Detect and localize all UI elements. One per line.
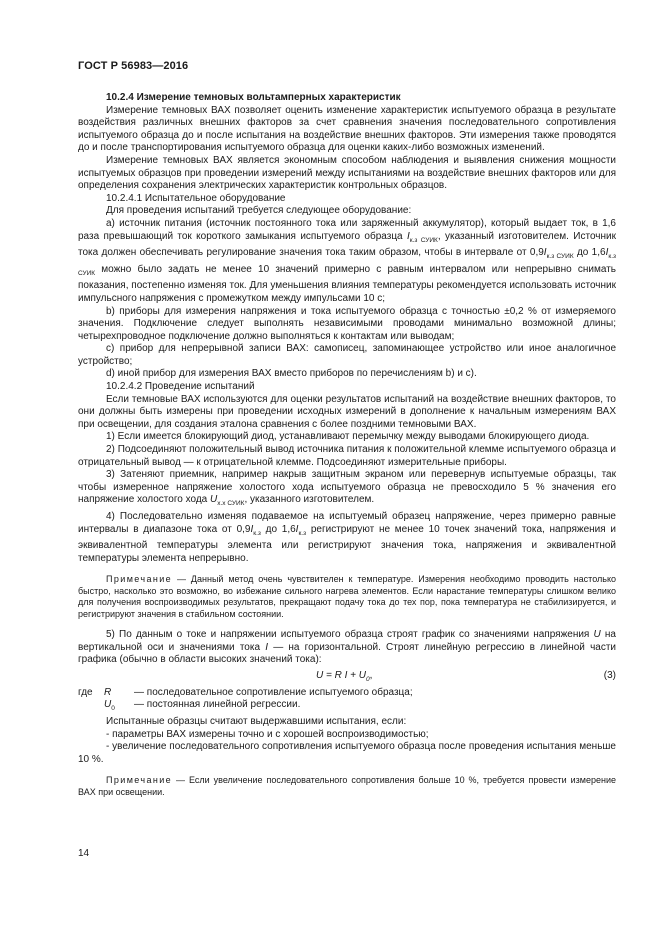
note-resistance: Примечание — Если увеличение последовательного сопротивления больше 10 %, требуется провести измерение ВАХ при освещении. [78, 775, 616, 797]
note-temperature: Примечание — Данный метод очень чувствителен к температуре. Измерения необходимо проводить настолько быстро, насколько это возможно, во избежание сильного нагрева элементов. Если нарастание температуры слишком велико для получения воспроизводимых результатов, прекращают подачу тока до тех пор, пока температура не стабилизируется, и регистрируют значения в стабильном состоянии. [78, 574, 616, 619]
formula-regression [78, 669, 616, 685]
formula-number: (3) [603, 669, 616, 681]
paragraph-intro: Измерение темновых ВАХ позволяет оценить изменение характеристик испытуемого образца в результате воздействия различных внешних факторов за счет сравнения значения последовательного сопротивления испытуемого образца до и после испытания на воздействие внешних факторов. Эти измерения также проводятся до и после транспортирования испытуемого образца для оценки каких-либо возможных изменений. [78, 104, 616, 154]
document-body [78, 92, 616, 798]
passed-criterion-2: - увеличение последовательного сопротивления испытуемого образца после проведения испытания меньше 10 %. [78, 741, 616, 765]
passed-criteria-intro: Испытанные образцы считают выдержавшими испытания, если: [106, 715, 407, 727]
equipment-item-d: d) иной прибор для измерения ВАХ вместо приборов по перечислениям b) и с). [106, 368, 477, 380]
procedure-step-3: 3) Затеняют приемник, например накрыв защитным экраном или перевернув испытуемые образцы, так чтобы измеренное напряжение холостого хода испытуемого образца не превосходило 5 % значения его напряжение холостого хода $U_{х.х СУИК}$, указанного изготовителем. [78, 469, 616, 508]
where-row-r: где R — последовательное сопротивление испытуемого образца; [78, 686, 413, 698]
equipment-item-b: b) приборы для измерения напряжения и тока испытуемого образца с точностью ±0,2 % от измеряемого значения. Подключение следует выполнять независимыми проводами минимально возможной длины; четырехпроводное подключение должно выполняться к контактам или выводам; [78, 305, 616, 342]
page-number: 14 [78, 848, 90, 859]
paragraph-economy: Измерение темновых ВАХ является экономным способом наблюдения и выявления снижения мощности испытуемых образцов при проведении измерений между испытаниями на воздействие внешних факторов или для определения сохранения электрических характеристик контрольных образцов. [78, 154, 616, 192]
where-row-u0: $U_0$ — постоянная линейной регрессии. [104, 699, 301, 713]
procedure-step-4: 4) Последовательно изменяя подаваемое на испытуемый образец напряжение, через примерно равные интервалы в диапазоне тока от $0,9I_{к.з}$ до $1,6I_{к.з}$ регистрируют не менее 10 точек значений тока, напряжения и эквивалентной температуры элемента или регистрируют значения тока, напряжения и эквивалентной температуры элемента непрерывно. [78, 511, 616, 564]
procedure-step-5: 5) По данным о токе и напряжении испытуемого образца строят график со значениями напряжения U на вертикальной оси и значениями тока I — на горизонтальной. Строят линейную регрессию в линейной части графика (обычно в области высоких значений тока): [78, 629, 617, 666]
equipment-item-a: а) источник питания (источник постоянного тока или заряженный аккумулятор), который выдает ток, в 1,6 раза превышающий ток короткого замыкания испытуемого образца $I_{к.з СУИК}$, указанный изготовителем. Источник тока должен обеспечивать регулирование значения тока таким образом, чтобы в интервале от $0,9I_{к.з СУИК}$ до $1,6I_{к.з СУИК}$ можно было задать не менее 10 значений примерно с равным интервалом или непрерывно снимать показания, постепенно изменяя ток. Для уменьшения влияния температуры рекомендуется использовать источник импульсного напряжения с промежутком между импульсами 10 с; [78, 217, 617, 304]
passed-criterion-1: - параметры ВАХ измерены точно и с хорошей воспроизводимостью; [106, 728, 429, 740]
section-heading: 10.2.4 Измерение темновых вольтамперных характеристик [106, 92, 401, 103]
procedure-step-1: 1) Если имеется блокирующий диод, устанавливают перемычку между выводами блокирующего диода. [106, 431, 590, 443]
equipment-item-c: с) прибор для непрерывной записи ВАХ: самописец, запоминающее устройство или иное аналогичное устройство; [78, 343, 616, 367]
equipment-intro: Для проведения испытаний требуется следующее оборудование: [106, 205, 412, 217]
procedure-step-2: 2) Подсоединяют положительный вывод источника питания к положительной клемме испытуемого образца и отрицательный вывод — к отрицательной клемме. Подсоединяют измерительные приборы. [78, 444, 616, 468]
procedure-intro: Если темновые ВАХ используются для оценки результатов испытаний на воздействие внешних факторов, то они должны быть измерены при проведении исходных измерений в дополнение к начальным измерениям ВАХ при освещении, для создания эталона сравнения с более поздними темновыми ВАХ. [78, 393, 616, 430]
standard-code-header: ГОСТ Р 56983—2016 [78, 60, 189, 72]
subsection-heading-procedure: 10.2.4.2 Проведение испытаний [106, 381, 255, 393]
formula-expression: U = R $I + U_0$, [316, 669, 373, 683]
subsection-heading-equipment: 10.2.4.1 Испытательное оборудование [106, 192, 286, 204]
